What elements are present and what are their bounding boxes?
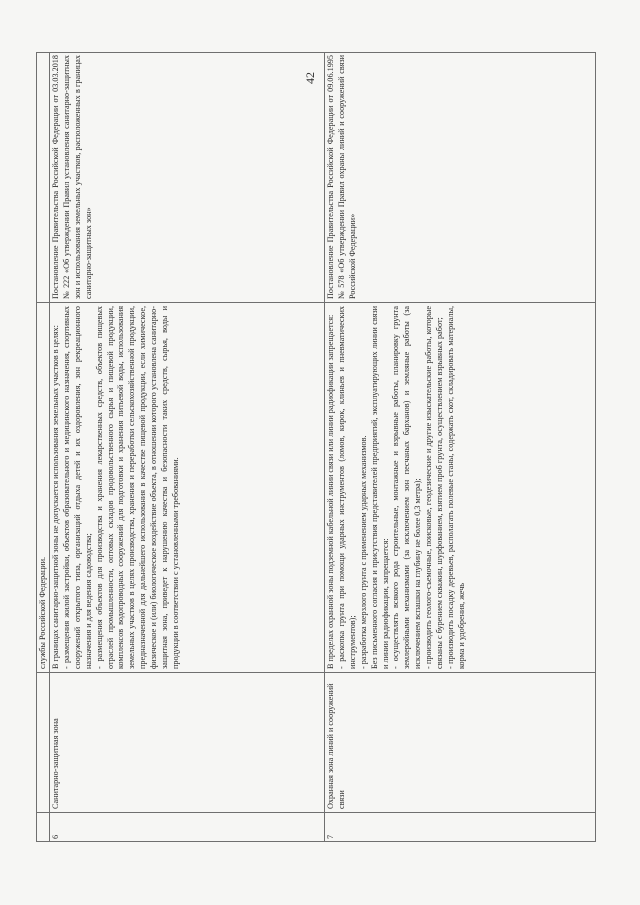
table-row-continuation	[36, 52, 49, 842]
table-row	[324, 52, 596, 842]
rotated-page	[36, 52, 596, 842]
zone-name: Охранная зона линий и сооружений связи	[324, 672, 596, 812]
document-table	[36, 52, 596, 842]
row-number: 7	[324, 812, 596, 842]
continuation-text: службы Российской Федерации.	[36, 302, 49, 672]
legal-document: Постановление Правительства Российской Федерации от 09.06.1995 № 578 «Об утверждении Правил охраны линий и сооружений связи Российской Федерации»	[326, 55, 357, 299]
restrictions-text: В границах санитарно-защитной зоны не допускается использования земельных участков в целях: - размещения жилой застройки, объектов образовательного и медицинского назначения, спортивных сооружений открытого типа, организаций отдыха детей и их оздоровления, зон рекреационного назначения и для ведения садоводства; - размещения объектов для производства и хранения лекарственных средств, объектов пищевых отраслей промышленности, оптовых складов продовольственного сырья и пищевой продукции, комплексов водопроводных сооружений для подготовки и хранения питьевой воды, использования земельных участков в целях производства, хранения и переработки сельскохозяйственной продукции, предназначенной для дальнейшего использования в качестве пищевой продукции, если химическое, физическое и (или) биологическое воздействие объекта, в отношении которого установлена санитарно-защитная зона, приведет к нарушению качества и безопасности таких средств, сырья, воды и продукции в соответствии с установленными требованиями.	[49, 302, 324, 672]
zone-name: Санитарно-защитная зона	[49, 672, 324, 812]
table-row	[49, 52, 324, 842]
legal-document: Постановление Правительства Российской Федерации от 03.03.2018 № 222 «Об утверждении Правил установления санитарно-защитных зон и использования земельных участков, расположенных в границах санитарно-защитных зон»	[51, 55, 93, 299]
row-number: 6	[49, 812, 324, 842]
page-number: 42	[303, 72, 317, 84]
restrictions-text: В пределах охранной зоны подземной кабельной линии связи или линии радиофикации запрещается: - раскопка грунта при помощи ударных инструментов (ломов, кирок, клиньев и пневматических инструментов); - разработка мерзлого грунта с применением ударных механизмов. Без письменного согласия и присутствия представителей предприятий, эксплуатирующих линии связи и линии радиофикации, запрещается: - осуществлять всякого рода строительные, монтажные и взрывные работы, планировку грунта землеройными механизмами (за исключением зон песчаных барханов) и земляные работы (за исключением вспашки на глубину не более 0,3 метра); - производить геолого-съемочные, поисковые, геодезические и другие изыскательские работы, которые связаны с бурением скважин, шурфованием, взятием проб грунта, осуществлением взрывных работ; - производить посадку деревьев, располагать полевые станы, содержать скот, складировать материалы, корма и удобрения, жечь	[324, 302, 596, 672]
